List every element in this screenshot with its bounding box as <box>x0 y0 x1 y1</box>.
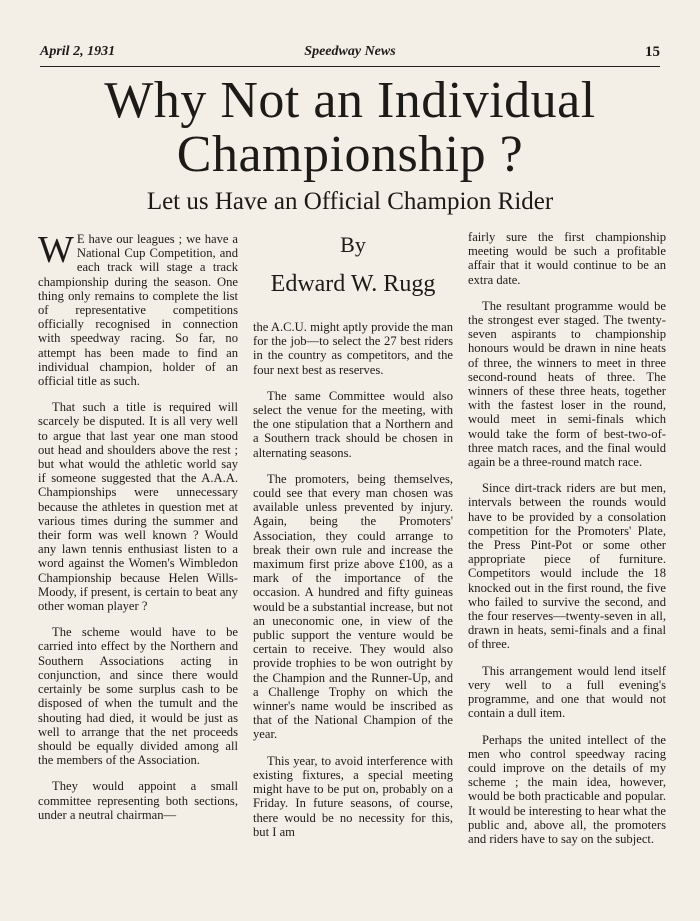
paragraph: The same Committee would also select the venue for the meeting, with the one stipulation that a Northern and a Southern track should be chosen in alternating seasons. <box>253 388 453 460</box>
running-header <box>40 44 660 67</box>
paragraph: fairly sure the first championship meeting would be such a profitable affair that it would continue to be an extra date. <box>468 230 666 287</box>
paragraph-text: E have our leagues ; we have a National Cup Competition, and each track will stage a track championship during the season. One thing only remains to complete the list of representative competitions officially recognised in connection with speedway racing. So far, no attempt has been made to find an individual champion, holder of an official title as such. <box>38 232 238 389</box>
column-2 <box>253 232 453 851</box>
paragraph: The promoters, being themselves, could see that every man chosen was available unless prevented by injury. Again, being the Promoters' Association, they could arrange to break their own rule and increase the maximum first prize above £100, as a mark of the importance of the occasion. A hundred and fifty guineas would be a substantial increase, but not an uneconomic one, in view of the public support the venture would be certain to receive. They would also provide trophies to be won outright by the Champion and the Runner-Up, and a Challenge Trophy on which the winner's name would be inscribed as that of the National Champion of the year. <box>253 471 453 742</box>
paragraph: That such a title is required will scarcely be disputed. It is all very well to argue that last year one man stood out head and shoulders above the rest ; but what would the athletic world say if someone suggested that the A.A.A. Championships were unnecessary because the athletes in question met at various times during the summer and their form was well known ? Would any lawn tennis enthusiast listen to a word against the Women's Wimbledon Championship because Helen Wills-Moody, if present, is certain to beat any other woman player ? <box>38 400 238 614</box>
paragraph: Since dirt-track riders are but men, intervals between the rounds would have to be provided by a consolation competition for the Promoters' Plate, the Press Pint-Pot or some other appropriate piece of furniture. Competitors would include the 18 knocked out in the first round, the five who failed to survive the second, and the four reserves—twenty-seven in all, drawn in heats, semi-finals and a final of three. <box>468 481 666 652</box>
paragraph <box>38 229 238 389</box>
paragraph: Perhaps the united intellect of the men who control speedway racing could improve on the details of my scheme ; the main idea, however, would be both practicable and popular. It would be interesting to hear what the public and, above all, the promoters and riders have to say on the subject. <box>468 732 666 846</box>
column-3 <box>468 230 666 858</box>
column-1 <box>38 229 238 834</box>
paragraph: This arrangement would lend itself very well to a full evening's programme, and one that would not contain a dull item. <box>468 663 666 721</box>
byline-by: By <box>340 232 366 257</box>
journal-name: Speedway News <box>304 44 396 59</box>
article-subtitle: Let us Have an Official Champion Rider <box>146 188 554 215</box>
byline <box>253 232 453 298</box>
page-number: 15 <box>645 44 660 60</box>
issue-date: April 2, 1931 <box>40 44 116 59</box>
paragraph: This year, to avoid interference with existing fixtures, a special meeting might have to be put on, probably on a Friday. In future seasons, of course, there would be no necessity for this, but I am <box>253 753 453 839</box>
article-title: Why Not an Individual Championship ? <box>104 72 596 183</box>
paragraph: The resultant programme would be the strongest ever staged. The twenty-seven aspirants to championship honours would be drawn in nine heats of three, the winners to meet in three second-round heats of three. The winners of these three heats, together with the fastest loser in the round, would meet in semi-finals which would take the form of best-two-of-three match races, and the final would again be a three-round match race. <box>468 298 666 470</box>
paragraph: the A.C.U. might aptly provide the man for the job—to select the 27 best riders in the country as competitors, and the four next best as reserves. <box>253 320 453 377</box>
drop-cap: W <box>38 229 74 271</box>
author-name: Edward W. Rugg <box>270 271 436 297</box>
paragraph: They would appoint a small committee representing both sections, under a neutral chairman— <box>38 779 238 822</box>
paragraph: The scheme would have to be carried into effect by the Northern and Southern Associations acting in conjunction, and since there would certainly be some surplus cash to be disposed of when the tumult and the shouting had died, it would be just as well to arrange that the net proceeds should be equally divided among all the members of the Association. <box>38 625 238 768</box>
